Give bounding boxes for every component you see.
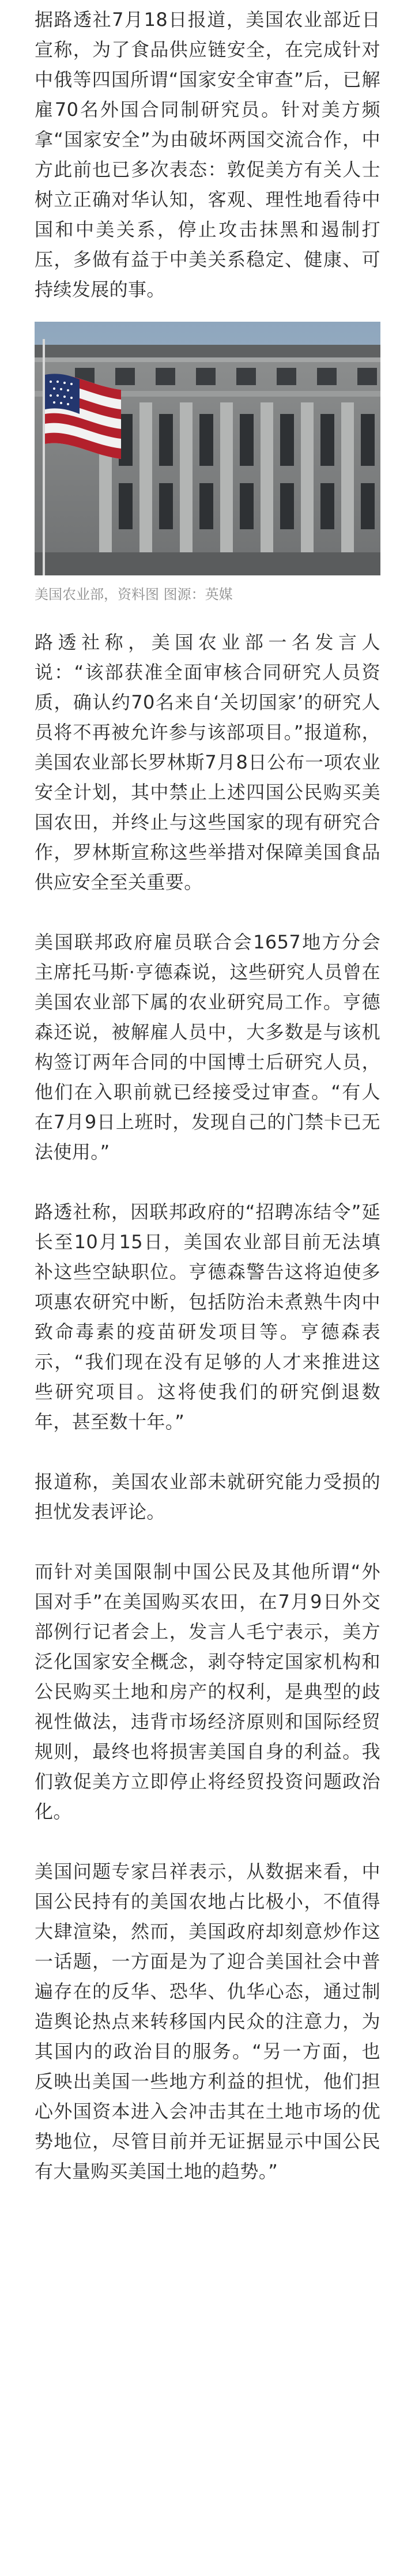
article-figure (35, 322, 380, 604)
article-paragraph-3: 美国联邦政府雇员联合会1657地方分会主席托马斯·亨德森说，这些研究人员曾在美国农业部下属的农业研究局工作。亨德森还说，被解雇人员中，大多数是与该机构签订两年合同的中国博士后研究人员，他们在入职前就已经接受过审查。“有人在7月9日上班时，发现自己的门禁卡已无法使用。” (35, 931, 380, 1163)
usda-building-photo (35, 322, 380, 575)
article-paragraph-2: 路透社称，美国农业部一名发言人说：“该部获准全面审核合同研究人员资质，确认约70名来自‘关切国家’的研究人员将不再被允许参与该部项目。”报道称，美国农业部长罗林斯7月8日公布一项农业安全计划，其中禁止上述四国公民购买美国农田，并终止与这些国家的现有研究合作，罗林斯宣称这些举措对保障美国食品供应安全至关重要。 (35, 631, 380, 893)
article-paragraph-5: 报道称，美国农业部未就研究能力受损的担忧发表评论。 (35, 1471, 380, 1523)
image-caption: 美国农业部，资料图 图源：英媒 (35, 586, 233, 602)
article-paragraph-4: 路透社称，因联邦政府的“招聘冻结令”延长至10月15日，美国农业部目前无法填补这些空缺职位。亨德森警告这将迫使多项惠农研究中断，包括防治未煮熟牛肉中致命毒素的疫苗研发项目等。亨德森表示，“我们现在没有足够的人才来推进这些研究项目。这将使我们的研究倒退数年，甚至数十年。” (35, 1201, 380, 1433)
article-paragraph-6: 而针对美国限制中国公民及其他所谓“外国对手”在美国购买农田，在7月9日外交部例行记者会上，发言人毛宁表示，美方泛化国家安全概念，剥夺特定国家机构和公民购买土地和房产的权利，是典型的歧视性做法，违背市场经济原则和国际经贸规则，最终也将损害美国自身的利益。我们敦促美方立即停止将经贸投资问题政治化。 (35, 1561, 380, 1822)
article-paragraph-7: 美国问题专家吕祥表示，从数据来看，中国公民持有的美国农地占比极小，不值得大肆渲染，然而，美国政府却刻意炒作这一话题，一方面是为了迎合美国社会中普遍存在的反华、恐华、仇华心态，通过制造舆论热点来转移国内民众的注意力，为其国内的政治目的服务。“另一方面，也反映出美国一些地方利益的担忧，他们担心外国资本进入会冲击其在土地市场的优势地位，尽管目前并无证据显示中国公民有大量购买美国土地的趋势。” (35, 1861, 380, 2182)
article-paragraph-1: 据路透社7月18日报道，美国农业部近日宣称，为了食品供应链安全，在完成针对中俄等四国所谓“国家安全审查”后，已解雇70名外国合同制研究员。针对美方频拿“国家安全”为由破坏两国交流合作，中方此前也已多次表态：敦促美方有关人士树立正确对华认知，客观、理性地看待中国和中美关系，停止攻击抹黑和遏制打压，多做有益于中美关系稳定、健康、可持续发展的事。 (35, 9, 380, 300)
